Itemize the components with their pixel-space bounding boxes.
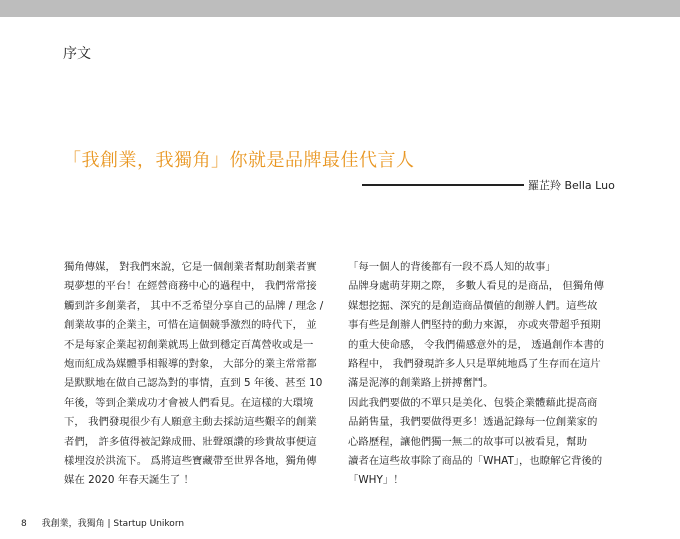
body-line: 不是每家企業起初創業就馬上做到穩定百萬營收或是一: [64, 338, 314, 351]
body-line: 現夢想的平台！在經營商務中心的過程中， 我們常常接: [64, 280, 317, 293]
body-column-left: [64, 258, 332, 491]
body-line: 品銷售量，我們要做得更多！透過記錄每一位創業家的: [348, 416, 598, 429]
body-line: 讀者在這些故事除了商品的「WHAT」，也瞭解它背後的: [348, 454, 603, 467]
body-line: 下， 我們發現很少有人願意主動去採訪這些艱辛的創業: [64, 416, 317, 429]
book-title: 我創業，我獨角 | Startup Unikorn: [41, 519, 185, 529]
body-line: 事有些是創辦人們堅持的動力來源， 亦或夾帶超乎預期: [348, 319, 601, 332]
body-line: 者們， 許多值得被記錄成冊、壯聲頌讚的珍貴故事便這: [64, 435, 317, 448]
body-line: 炮而紅成為媒體爭相報導的對象， 大部分的業主常常都: [64, 357, 317, 370]
section-title: 序文: [63, 46, 91, 62]
body-column-right: [348, 258, 616, 491]
body-line: 觸到許多創業者， 其中不乏希望分享自己的品牌 / 理念 /: [64, 299, 324, 312]
body-line: 是默默地在做自己認為對的事情，直到 5 年後、甚至 10: [64, 377, 323, 390]
body-line: 因此我們要做的不單只是美化、包裝企業體藉此提高商: [348, 396, 598, 409]
page-footer: [21, 516, 184, 529]
author-rule: [362, 184, 524, 186]
body-line: 心路歷程，讓他們獨一無二的故事可以被看見，幫助: [348, 435, 587, 448]
body-line: 年後，等到企業成功才會被人們看見。在這樣的大環境: [64, 396, 314, 409]
body-line: 獨角傳媒， 對我們來說，它是一個創業者幫助創業者實: [64, 261, 317, 273]
author-name: 羅芷羚 Bella Luo: [528, 179, 615, 192]
body-line: 的重大使命感， 令我們備感意外的是， 透過創作本書的: [348, 338, 604, 351]
body-line: 創業故事的企業主，可惜在這個競爭激烈的時代下， 並: [64, 319, 317, 332]
body-line: 滿是泥濘的創業路上拼搏奮鬥。: [348, 377, 494, 390]
body-line: 路程中， 我們發現許多人只是單純地爲了生存而在這片: [348, 357, 601, 370]
body-line: 「每一個人的背後都有一段不爲人知的故事」: [348, 261, 556, 273]
body-line: 品牌身處萌芽期之際， 多數人看見的是商品， 但獨角傳: [348, 280, 604, 293]
header-bar: [0, 0, 680, 17]
author-byline: [362, 177, 622, 193]
body-line: 「WHY」！: [348, 474, 404, 487]
body-line: 媒在 2020 年春天誕生了 ！: [64, 474, 194, 487]
body-line: 媒想挖掘、深究的是創造商品價値的創辦人們。這些故: [348, 299, 598, 312]
headline: 「我創業，我獨角」你就是品牌最佳代言人: [63, 150, 415, 171]
page-number: 8: [21, 519, 27, 529]
body-line: 樣埋沒於洪流下。 爲將這些寶藏帶至世界各地，獨角傳: [64, 454, 317, 467]
